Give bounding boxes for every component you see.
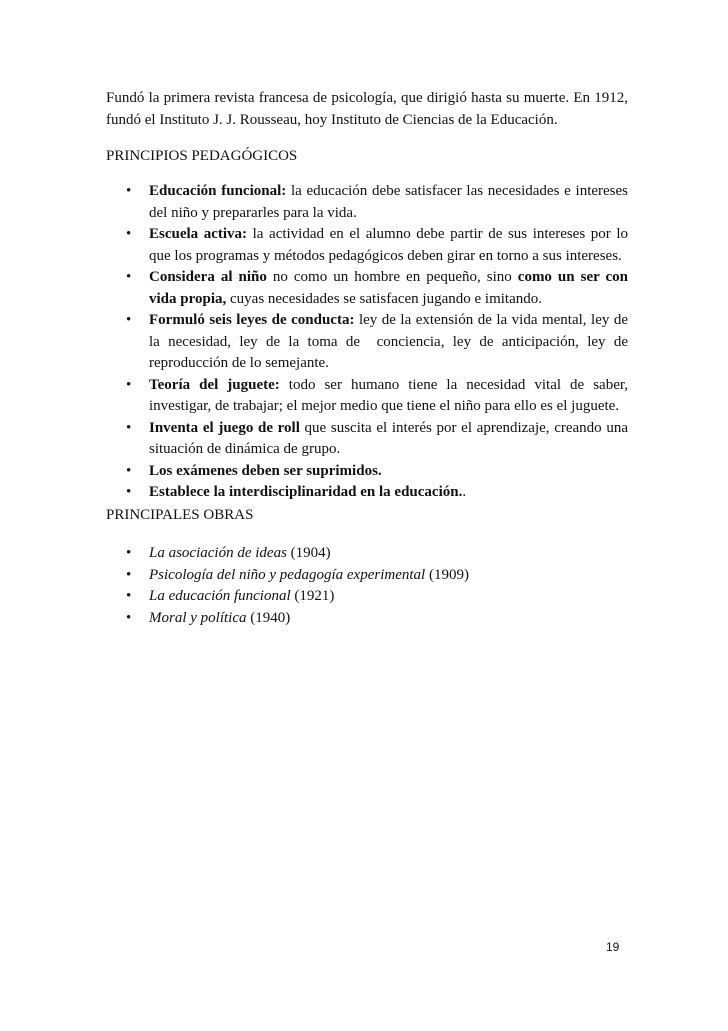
list-item: • Formuló seis leyes de conducta: ley de la extensión de la vida mental, ley de la necesidad, ley de la toma de conciencia, ley de anticipación, ley de reproducción de lo semejante. [126,312,632,371]
list-item: • Considera al niño no como un hombre en pequeño, sino como un ser con vida propia, cuyas necesidades se satisfacen jugando e imitando. [126,269,629,307]
bullet-icon: • [126,226,132,242]
bullet-icon: • [126,545,132,561]
bullet-icon: • [126,376,132,393]
bullet-icon: • [126,484,132,500]
obras-heading: PRINCIPALES OBRAS [106,507,254,523]
list-item: • Psicología del niño y pedagogía experimental (1909) [106,565,628,587]
bullet-icon: • [126,183,132,199]
list-item: • Inventa el juego de roll que suscita el interés por el aprendizaje, creando una situación de dinámica de grupo. [126,419,629,457]
bullet-icon: • [126,588,132,604]
bullet-icon: • [126,419,132,436]
bullet-icon: • [126,269,132,285]
list-item: • Moral y política (1940) [106,608,628,630]
bullet-icon: • [126,566,132,583]
bullet-icon: • [126,462,132,479]
bullet-icon: • [126,609,132,626]
principios-heading: PRINCIPIOS PEDAGÓGICOS [106,148,298,164]
list-item: • Escuela activa: la actividad en el alumno debe partir de sus intereses por lo que los programas y métodos pedagógicos deben girar en torno a sus intereses. [126,226,628,264]
principios-list [106,181,632,504]
list-item: • La asociación de ideas (1904) [106,543,628,565]
intro-paragraph: Fundó la primera revista francesa de psicología, que dirigió hasta su muerte. En 1912, fundó el Instituto J. J. Rousseau, hoy Instituto de Ciencias de la Educación. [106,90,628,128]
list-item: • Teoría del juguete: todo ser humano tiene la necesidad vital de saber, investigar, de trabajar; el mejor medio que tiene el niño para ello es el juguete. [126,376,629,414]
list-item: • La educación funcional (1921) [106,586,628,608]
page-number: 19 [606,940,620,954]
list-item: • Los exámenes deben ser suprimidos. [106,461,628,483]
obras-list [106,543,628,629]
list-item: • Establece la interdisciplinaridad en la educación.. [106,482,628,504]
bullet-icon: • [126,312,132,328]
list-item: • Educación funcional: la educación debe satisfacer las necesidades e intereses del niño y prepararles para la vida. [126,183,628,221]
